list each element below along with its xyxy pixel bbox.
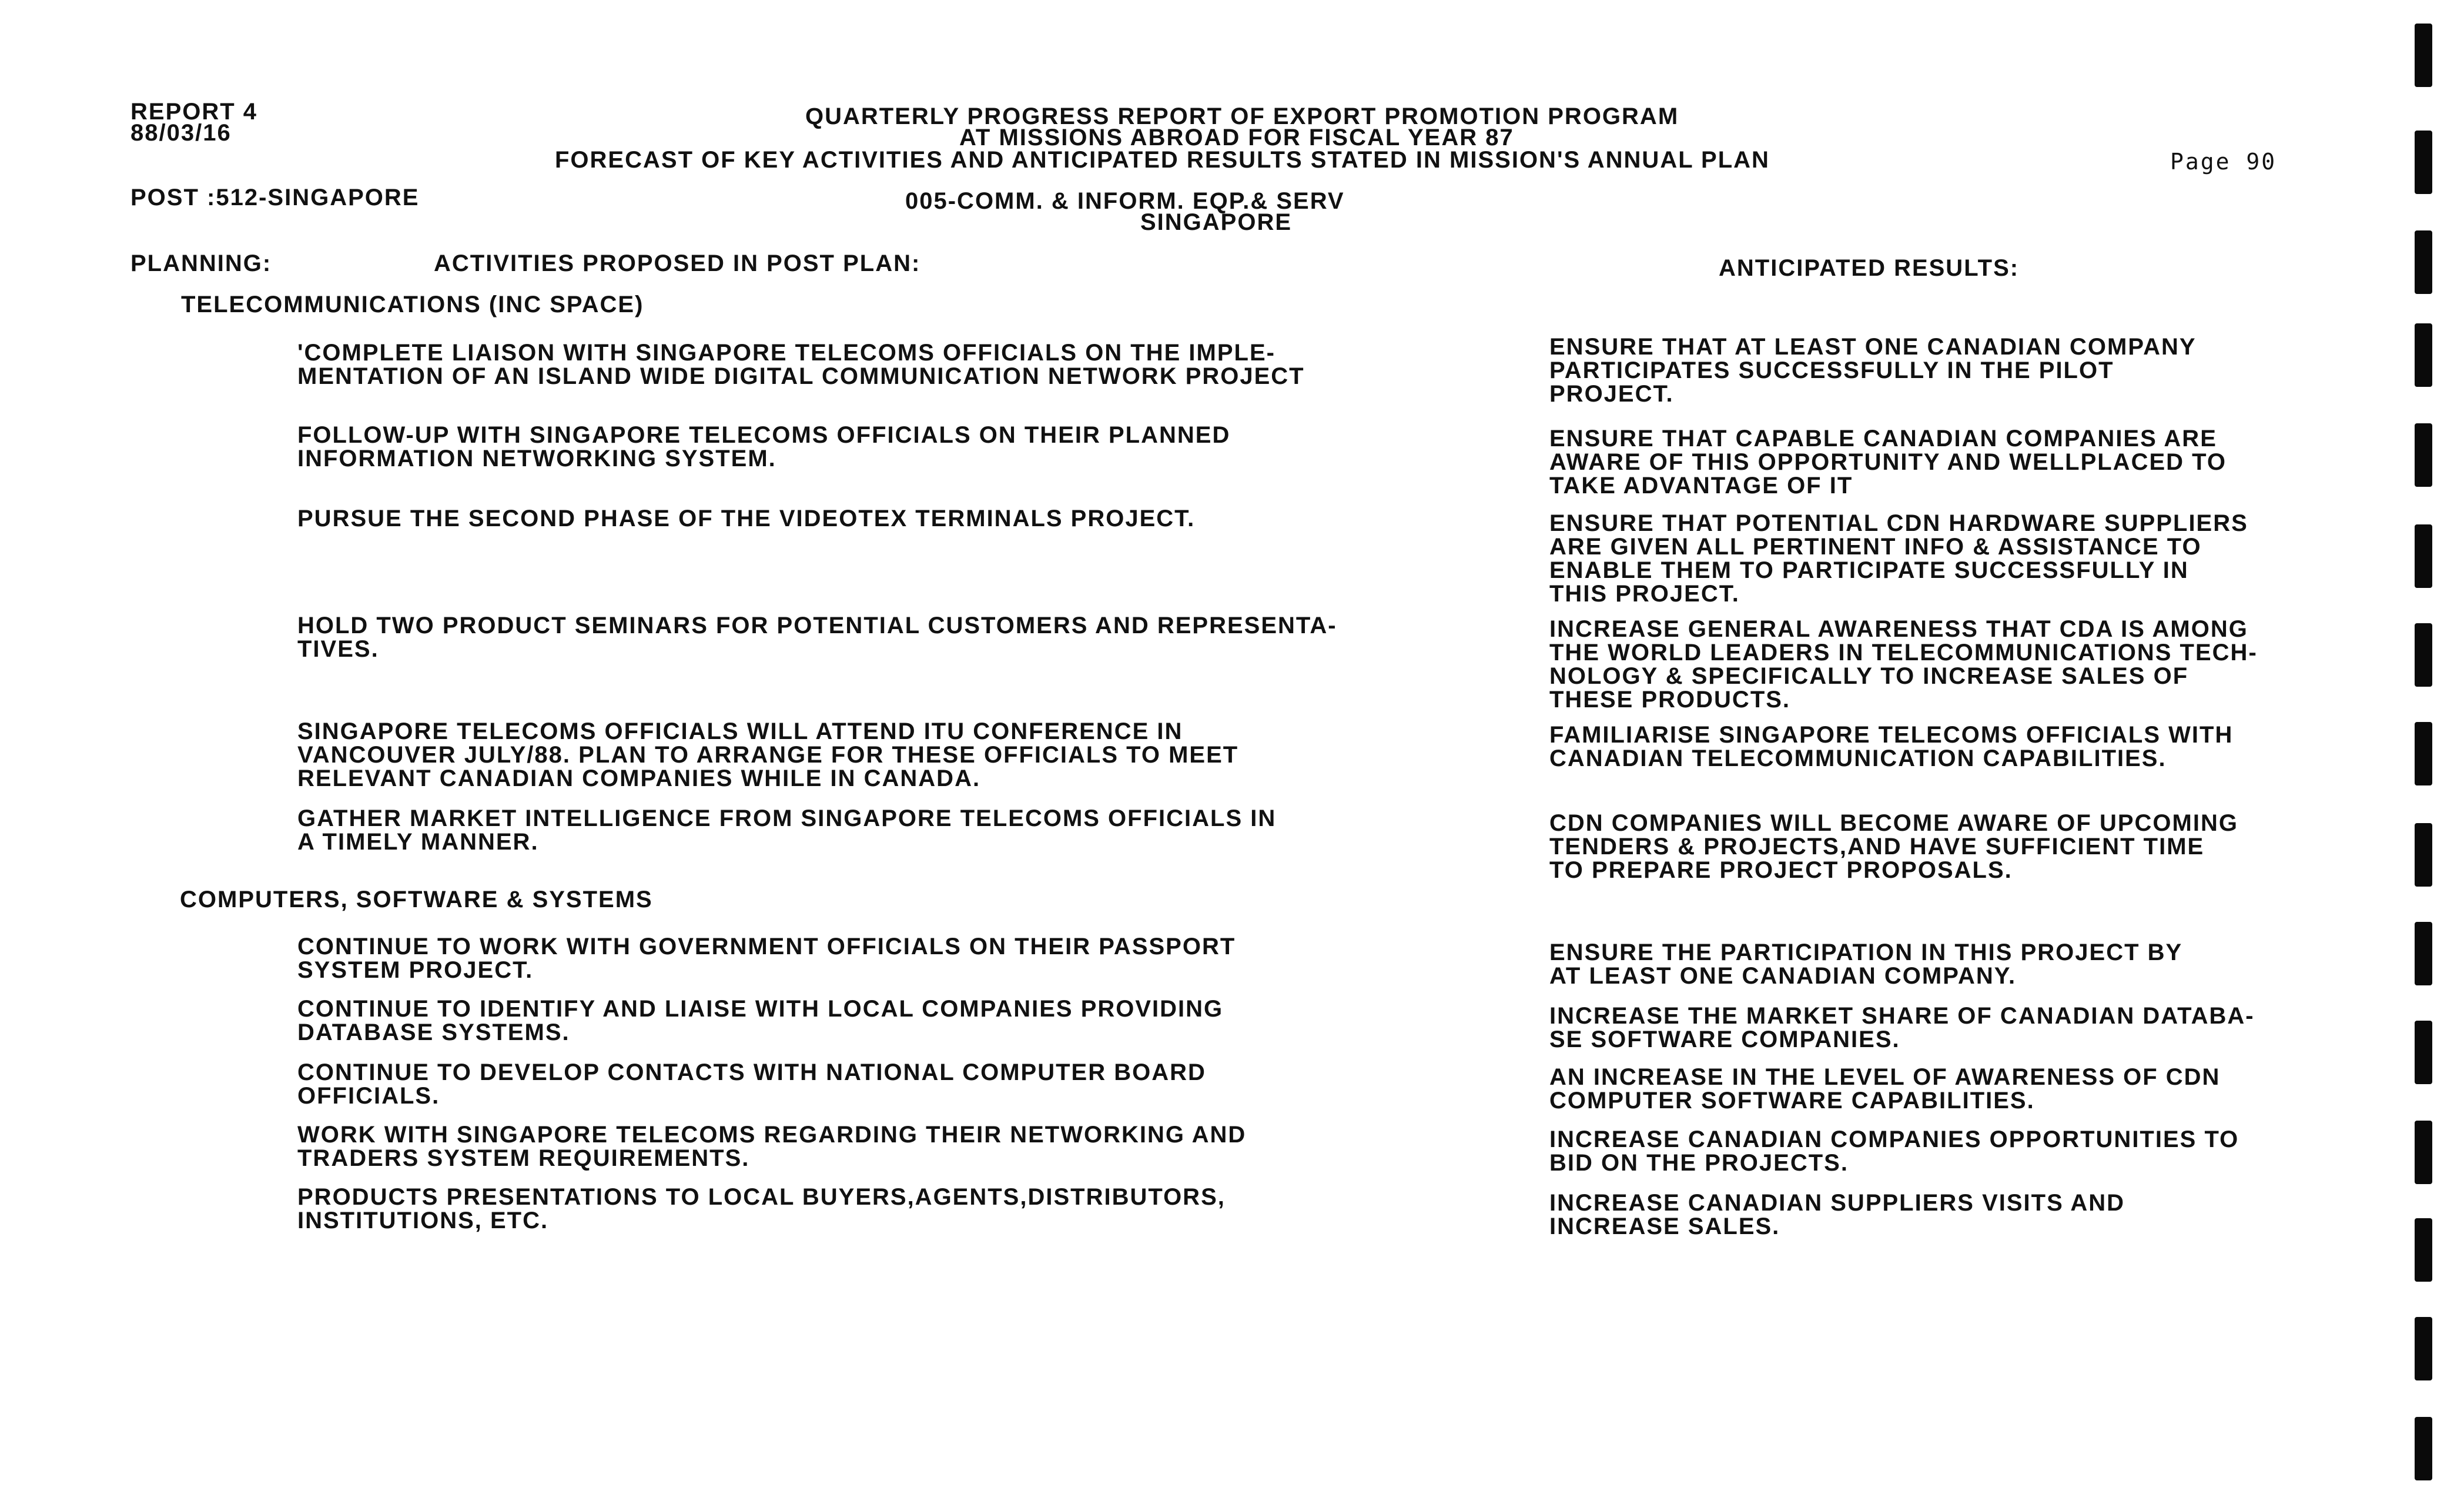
binding-mark [2415,823,2432,887]
result-line: AWARE OF THIS OPPORTUNITY AND WELLPLACED TO [1549,449,2227,475]
activity-item [297,507,1195,530]
activity-line: DATABASE SYSTEMS. [297,1019,570,1045]
result-line: INCREASE THE MARKET SHARE OF CANADIAN DATABA- [1549,1003,2255,1029]
result-item [1549,1065,2220,1112]
result-line: INCREASE GENERAL AWARENESS THAT CDA IS AMONG [1549,616,2248,642]
activity-item [297,1185,1226,1232]
activity-line: PRODUCTS PRESENTATIONS TO LOCAL BUYERS,AGENTS,DISTRIBUTORS, [297,1184,1226,1210]
activity-line: VANCOUVER JULY/88. PLAN TO ARRANGE FOR THESE OFFICIALS TO MEET [297,742,1239,768]
activity-line: GATHER MARKET INTELLIGENCE FROM SINGAPORE TELECOMS OFFICIALS IN [297,805,1277,831]
planning-label: PLANNING: [130,250,272,276]
sector-label: 005-COMM. & INFORM. EQP.& SERV [905,188,1345,214]
activity-item [297,423,1230,470]
result-line: TO PREPARE PROJECT PROPOSALS. [1549,857,2013,883]
report-date: 88/03/16 [130,120,232,146]
activity-line: SYSTEM PROJECT. [297,957,534,983]
post-label: POST :512-SINGAPORE [130,185,420,210]
result-item [1549,723,2233,770]
report-title-line-3: FORECAST OF KEY ACTIVITIES AND ANTICIPATED RESULTS STATED IN MISSION'S ANNUAL PLAN [555,147,1770,173]
activity-line: TIVES. [297,636,379,662]
result-line: CDN COMPANIES WILL BECOME AWARE OF UPCOMING [1549,810,2238,836]
country-label: SINGAPORE [1140,209,1293,235]
page-number: Page 90 [2170,149,2277,175]
activity-item [297,1123,1246,1170]
report-number: REPORT 4 [130,99,258,125]
activity-line: SINGAPORE TELECOMS OFFICIALS WILL ATTEND ITU CONFERENCE IN [297,718,1183,744]
activity-item [297,341,1305,388]
result-item [1549,1191,2125,1238]
binding-mark [2415,230,2432,294]
result-line: ENABLE THEM TO PARTICIPATE SUCCESSFULLY IN [1549,557,2189,583]
result-line: COMPUTER SOFTWARE CAPABILITIES. [1549,1088,2035,1114]
binding-mark [2415,24,2432,87]
section-title-computers: COMPUTERS, SOFTWARE & SYSTEMS [180,887,653,912]
binding-mark [2415,524,2432,588]
result-item [1549,617,2258,711]
binding-mark [2415,1021,2432,1084]
result-item [1549,1004,2255,1051]
activity-item [297,1061,1206,1108]
activity-line: WORK WITH SINGAPORE TELECOMS REGARDING THEIR NETWORKING AND [297,1122,1247,1148]
activity-line: CONTINUE TO DEVELOP CONTACTS WITH NATIONAL COMPUTER BOARD [297,1059,1206,1085]
activity-line: RELEVANT CANADIAN COMPANIES WHILE IN CANADA. [297,765,981,791]
result-line: SE SOFTWARE COMPANIES. [1549,1027,1900,1052]
result-item [1549,335,2197,406]
report-title-line-2: AT MISSIONS ABROAD FOR FISCAL YEAR 87 [959,125,1514,151]
activity-line: OFFICIALS. [297,1083,440,1109]
binding-mark [2415,423,2432,487]
activity-line: INSTITUTIONS, ETC. [297,1208,549,1233]
result-line: INCREASE SALES. [1549,1213,1780,1239]
result-item [1549,427,2227,497]
binding-mark [2415,1317,2432,1380]
result-line: INCREASE CANADIAN SUPPLIERS VISITS AND [1549,1190,2125,1216]
activity-line: CONTINUE TO IDENTIFY AND LIAISE WITH LOCAL COMPANIES PROVIDING [297,996,1224,1022]
result-item [1549,512,2248,606]
binding-mark [2415,323,2432,387]
activity-item [297,807,1276,854]
binding-mark [2415,1417,2432,1480]
activity-line: FOLLOW-UP WITH SINGAPORE TELECOMS OFFICIALS ON THEIR PLANNED [297,422,1231,448]
binding-mark [2415,1218,2432,1282]
result-line: ENSURE THE PARTICIPATION IN THIS PROJECT BY [1549,940,2183,965]
activity-item [297,614,1337,661]
binding-mark [2415,1121,2432,1184]
binding-mark [2415,922,2432,985]
result-line: ARE GIVEN ALL PERTINENT INFO & ASSISTANCE TO [1549,534,2202,560]
result-line: INCREASE CANADIAN COMPANIES OPPORTUNITIES TO [1549,1126,2239,1152]
result-line: TAKE ADVANTAGE OF IT [1549,473,1853,499]
result-line: AT LEAST ONE CANADIAN COMPANY. [1549,963,2017,989]
result-line: PARTICIPATES SUCCESSFULLY IN THE PILOT [1549,357,2114,383]
activity-line: CONTINUE TO WORK WITH GOVERNMENT OFFICIALS ON THEIR PASSPORT [297,934,1236,960]
result-item [1549,941,2182,988]
activity-item [297,997,1223,1044]
result-line: THE WORLD LEADERS IN TELECOMMUNICATIONS TECH- [1549,640,2258,666]
binding-mark [2415,722,2432,785]
activity-line: PURSUE THE SECOND PHASE OF THE VIDEOTEX TERMINALS PROJECT. [297,506,1196,531]
result-line: ENSURE THAT POTENTIAL CDN HARDWARE SUPPLIERS [1549,510,2248,536]
result-line: ENSURE THAT AT LEAST ONE CANADIAN COMPANY [1549,334,2197,360]
result-line: THESE PRODUCTS. [1549,687,1791,713]
result-line: PROJECT. [1549,381,1674,407]
result-line: ENSURE THAT CAPABLE CANADIAN COMPANIES ARE [1549,426,2217,452]
activity-line: HOLD TWO PRODUCT SEMINARS FOR POTENTIAL CUSTOMERS AND REPRESENTA- [297,613,1337,638]
result-line: AN INCREASE IN THE LEVEL OF AWARENESS OF CDN [1549,1064,2221,1090]
result-item [1549,1128,2239,1175]
activity-line: 'COMPLETE LIAISON WITH SINGAPORE TELECOMS OFFICIALS ON THE IMPLE- [297,340,1275,366]
report-title-line-1: QUARTERLY PROGRESS REPORT OF EXPORT PROMOTION PROGRAM [805,103,1679,129]
activity-item [297,935,1236,982]
activity-line: A TIMELY MANNER. [297,829,539,855]
result-line: CANADIAN TELECOMMUNICATION CAPABILITIES. [1549,746,2167,771]
activity-line: TRADERS SYSTEM REQUIREMENTS. [297,1145,750,1171]
section-title-telecommunications: TELECOMMUNICATIONS (INC SPACE) [181,292,644,317]
results-heading: ANTICIPATED RESULTS: [1719,255,2020,281]
activity-line: INFORMATION NETWORKING SYSTEM. [297,446,776,472]
result-line: BID ON THE PROJECTS. [1549,1150,1849,1176]
result-item [1549,811,2238,882]
result-line: FAMILIARISE SINGAPORE TELECOMS OFFICIALS WITH [1549,722,2234,748]
result-line: THIS PROJECT. [1549,581,1740,607]
binding-mark [2415,131,2432,194]
activities-heading: ACTIVITIES PROPOSED IN POST PLAN: [434,250,921,276]
binding-mark [2415,623,2432,687]
result-line: NOLOGY & SPECIFICALLY TO INCREASE SALES OF [1549,663,2189,689]
result-line: TENDERS & PROJECTS,AND HAVE SUFFICIENT TIME [1549,834,2205,860]
activity-item [297,720,1238,790]
activity-line: MENTATION OF AN ISLAND WIDE DIGITAL COMMUNICATION NETWORK PROJECT [297,363,1305,389]
